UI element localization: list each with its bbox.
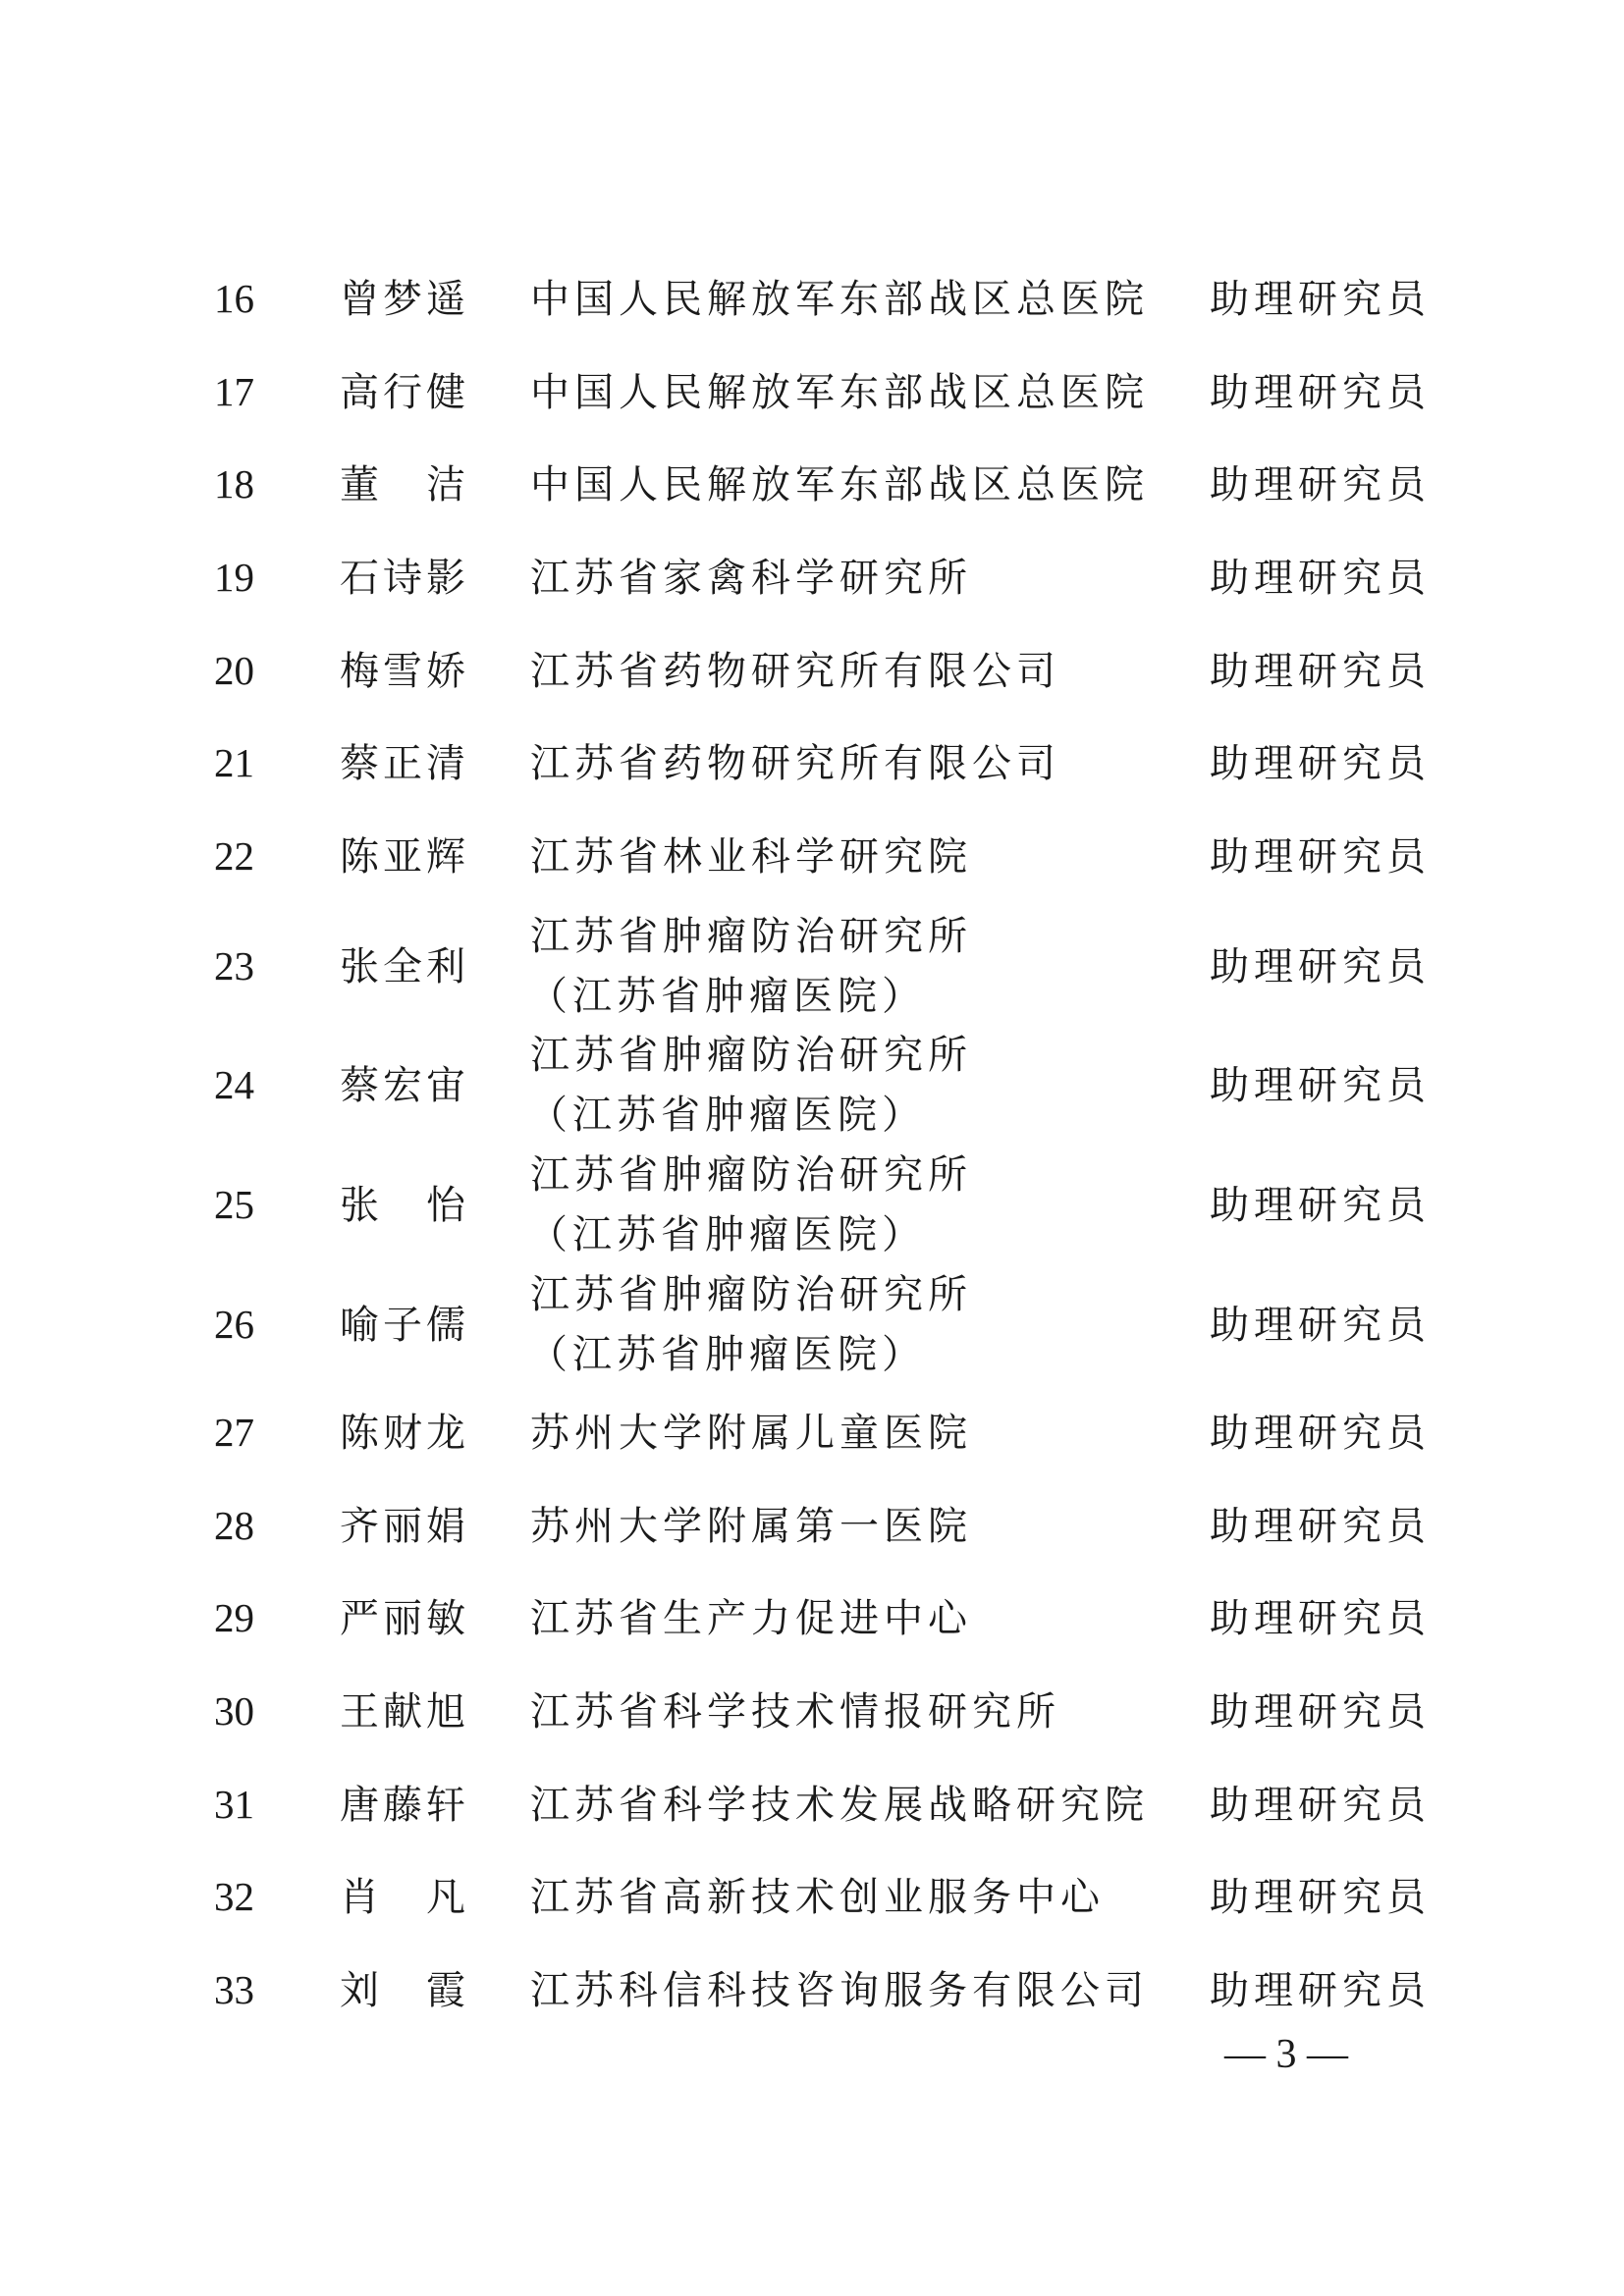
job-title: 助理研究员 (1210, 1504, 1431, 1549)
organization-line: （江苏省肿瘤医院） (528, 1211, 926, 1257)
person-name: 唐藤轩 (340, 1783, 469, 1828)
job-title: 助理研究员 (1210, 944, 1431, 989)
person-name: 王献旭 (340, 1689, 469, 1735)
job-title: 助理研究员 (1210, 1968, 1431, 2013)
organization-line: 苏州大学附属儿童医院 (530, 1410, 972, 1456)
organization (530, 828, 1159, 887)
organization-line: 江苏科信科技咨询服务有限公司 (530, 1967, 1149, 2013)
organization (530, 1868, 1159, 1928)
page-number: — 3 — (1224, 2032, 1348, 2077)
row-number: 27 (214, 1410, 254, 1455)
organization (530, 1026, 1159, 1146)
row-number: 17 (214, 369, 254, 414)
organization (530, 1776, 1159, 1836)
job-title: 助理研究员 (1210, 834, 1431, 880)
organization-line: （江苏省肿瘤医院） (528, 973, 926, 1019)
row-number: 28 (214, 1503, 254, 1548)
person-name: 齐丽娟 (340, 1504, 469, 1549)
person-name: 曾梦遥 (340, 277, 469, 322)
organization-line: 江苏省肿瘤防治研究所 (530, 1152, 972, 1198)
row-number: 22 (214, 833, 254, 879)
person-name: 董 洁 (340, 462, 469, 507)
organization-line: 中国人民解放军东部战区总医院 (530, 461, 1149, 507)
organization (530, 455, 1159, 515)
organization-line: 中国人民解放军东部战区总医院 (530, 369, 1149, 415)
organization-line: 江苏省肿瘤防治研究所 (530, 1272, 972, 1317)
row-number: 26 (214, 1302, 254, 1347)
organization (530, 1961, 1159, 2021)
person-name: 梅雪娇 (340, 649, 469, 694)
row-number: 23 (214, 943, 254, 988)
job-title: 助理研究员 (1210, 462, 1431, 507)
job-title: 助理研究员 (1210, 370, 1431, 415)
organization (530, 1589, 1159, 1649)
organization (530, 642, 1159, 702)
job-title: 助理研究员 (1210, 741, 1431, 786)
job-title: 助理研究员 (1210, 1183, 1431, 1228)
person-name: 蔡正清 (340, 741, 469, 786)
organization-line: 江苏省药物研究所有限公司 (530, 740, 1060, 786)
job-title: 助理研究员 (1210, 556, 1431, 601)
row-number: 30 (214, 1688, 254, 1734)
organization-line: 中国人民解放军东部战区总医院 (530, 276, 1149, 322)
organization (530, 363, 1159, 423)
row-number: 33 (214, 1967, 254, 2012)
row-number: 18 (214, 461, 254, 507)
organization-line: 江苏省生产力促进中心 (530, 1595, 972, 1641)
row-number: 16 (214, 276, 254, 321)
organization-line: （江苏省肿瘤医院） (528, 1331, 926, 1377)
person-name: 高行健 (340, 370, 469, 415)
row-number: 32 (214, 1874, 254, 1919)
row-number: 19 (214, 555, 254, 600)
organization-line: 江苏省肿瘤防治研究所 (530, 1033, 972, 1078)
row-number: 24 (214, 1062, 254, 1107)
organization-line: 江苏省高新技术创业服务中心 (530, 1874, 1105, 1920)
organization-line: 江苏省林业科学研究院 (530, 833, 972, 880)
organization (530, 734, 1159, 794)
job-title: 助理研究员 (1210, 1063, 1431, 1108)
job-title: 助理研究员 (1210, 1689, 1431, 1735)
person-name: 石诗影 (340, 556, 469, 601)
organization (530, 1146, 1159, 1265)
row-number: 29 (214, 1595, 254, 1640)
organization-line: 江苏省科学技术发展战略研究院 (530, 1782, 1149, 1828)
person-name: 蔡宏宙 (340, 1063, 469, 1108)
organization-line: 江苏省家禽科学研究所 (530, 555, 972, 601)
job-title: 助理研究员 (1210, 1303, 1431, 1348)
job-title: 助理研究员 (1210, 277, 1431, 322)
person-name: 陈亚辉 (340, 834, 469, 880)
row-number: 21 (214, 740, 254, 785)
organization (530, 1497, 1159, 1557)
person-name: 张全利 (340, 944, 469, 989)
organization-line: 江苏省药物研究所有限公司 (530, 648, 1060, 694)
organization (530, 270, 1159, 330)
organization (530, 549, 1159, 609)
job-title: 助理研究员 (1210, 1596, 1431, 1641)
organization-line: 江苏省肿瘤防治研究所 (530, 914, 972, 959)
person-name: 张 怡 (340, 1183, 469, 1228)
job-title: 助理研究员 (1210, 1783, 1431, 1828)
job-title: 助理研究员 (1210, 649, 1431, 694)
job-title: 助理研究员 (1210, 1875, 1431, 1920)
person-name: 严丽敏 (340, 1596, 469, 1641)
organization-line: （江苏省肿瘤医院） (528, 1092, 926, 1138)
person-name: 刘 霞 (340, 1968, 469, 2013)
organization-line: 苏州大学附属第一医院 (530, 1503, 972, 1549)
person-name: 喻子儒 (340, 1303, 469, 1348)
organization-line: 江苏省科学技术情报研究所 (530, 1688, 1060, 1735)
row-number: 25 (214, 1182, 254, 1227)
person-name: 陈财龙 (340, 1411, 469, 1456)
organization (530, 1265, 1159, 1385)
row-number: 31 (214, 1782, 254, 1827)
organization (530, 1404, 1159, 1464)
organization (530, 1682, 1159, 1742)
person-name: 肖 凡 (340, 1875, 469, 1920)
job-title: 助理研究员 (1210, 1411, 1431, 1456)
organization (530, 907, 1159, 1027)
row-number: 20 (214, 648, 254, 693)
